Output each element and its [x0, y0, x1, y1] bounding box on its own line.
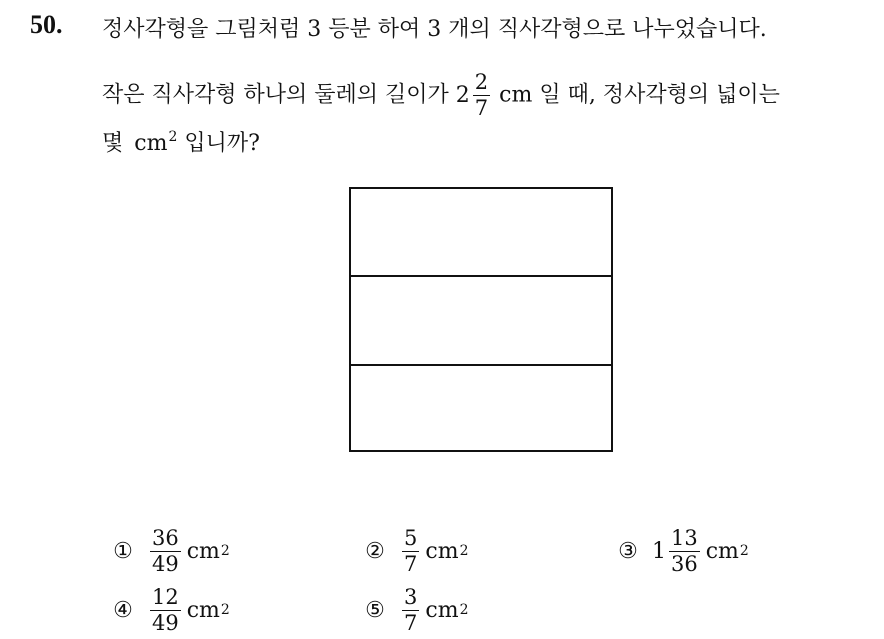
perimeter-unit: cm [499, 82, 533, 108]
perimeter-fraction [473, 72, 490, 119]
question-line-3 [102, 130, 260, 155]
choice-2-fraction [402, 525, 419, 576]
choice-5-unit: cm [425, 597, 459, 623]
choice-5-fraction [402, 584, 419, 635]
choice-1-denominator: 49 [152, 551, 179, 576]
area-unit: cm [134, 131, 168, 156]
choice-1-mark: ① [113, 538, 133, 564]
choice-3[interactable] [616, 523, 749, 579]
choice-3-unit: cm [705, 538, 739, 564]
choice-4-mark: ④ [113, 597, 133, 623]
choice-5-numerator: 3 [404, 584, 418, 609]
choice-4-fraction [150, 584, 181, 635]
divider-line-1 [351, 275, 611, 277]
choice-5-mark: ⑤ [365, 597, 385, 623]
perimeter-whole: 2 [455, 82, 470, 108]
choice-1-fraction [150, 525, 181, 576]
choice-4[interactable] [111, 582, 230, 638]
question-line-1 [102, 19, 767, 41]
question-text-3b: 입니까? [184, 131, 260, 156]
perimeter-denominator: 7 [474, 96, 489, 120]
choice-1[interactable] [111, 523, 230, 579]
square-figure [349, 187, 613, 452]
perimeter-numerator: 2 [474, 70, 489, 94]
question-text-3a: 몇 [102, 131, 124, 156]
question-text-2a: 작은 직사각형 하나의 둘레의 길이가 [102, 82, 449, 108]
choice-3-mark: ③ [618, 538, 638, 564]
choice-3-numerator: 13 [671, 525, 698, 550]
choice-1-exponent: 2 [220, 543, 230, 559]
choice-2-denominator: 7 [404, 551, 418, 576]
question-text-2b: 일 때, 정사각형의 넓이는 [539, 82, 780, 108]
choice-2-numerator: 5 [404, 525, 418, 550]
question-number: 50. [30, 10, 63, 39]
choice-4-unit: cm [186, 597, 220, 623]
choice-2[interactable] [363, 523, 468, 579]
choice-3-exponent: 2 [739, 543, 749, 559]
choice-5[interactable] [363, 582, 468, 638]
divider-line-2 [351, 364, 611, 366]
choice-4-exponent: 2 [220, 602, 230, 618]
choice-5-exponent: 2 [459, 602, 469, 618]
choice-1-numerator: 36 [152, 525, 179, 550]
choice-3-fraction [669, 525, 700, 576]
choice-2-mark: ② [365, 538, 385, 564]
question-line-2 [102, 72, 780, 119]
choice-1-unit: cm [186, 538, 220, 564]
choice-2-exponent: 2 [459, 543, 469, 559]
question-text-1: 정사각형을 그림처럼 3 등분 하여 3 개의 직사각형으로 나누었습니다. [102, 17, 767, 42]
choice-4-denominator: 49 [152, 610, 179, 635]
area-exponent: 2 [168, 129, 178, 145]
choice-4-numerator: 12 [152, 584, 179, 609]
choice-3-whole: 1 [652, 538, 666, 564]
choice-5-denominator: 7 [404, 610, 418, 635]
choice-2-unit: cm [425, 538, 459, 564]
choice-3-denominator: 36 [671, 551, 698, 576]
